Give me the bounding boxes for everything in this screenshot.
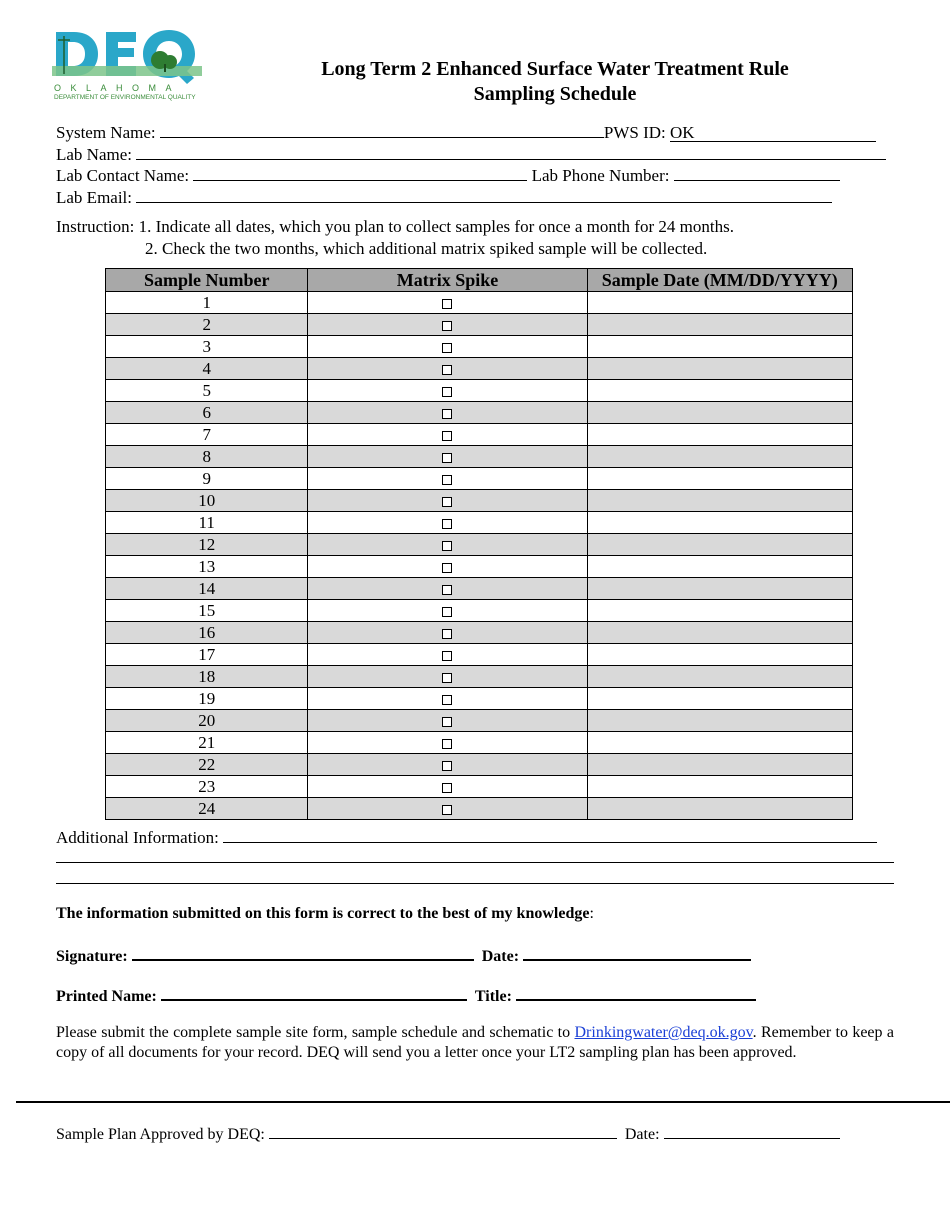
matrix-spike-checkbox[interactable] [442, 431, 452, 441]
lab-phone-field[interactable] [674, 163, 840, 181]
matrix-spike-checkbox[interactable] [442, 739, 452, 749]
sample-number-cell: 22 [106, 754, 308, 776]
matrix-spike-cell [308, 754, 587, 776]
certification-colon: : [589, 905, 594, 922]
table-row [106, 776, 853, 798]
title-field[interactable] [516, 982, 756, 1001]
matrix-spike-cell [308, 292, 587, 314]
matrix-spike-checkbox[interactable] [442, 563, 452, 573]
table-row [106, 490, 853, 512]
sample-number-cell: 19 [106, 688, 308, 710]
sample-number-cell: 2 [106, 314, 308, 336]
table-row [106, 424, 853, 446]
matrix-spike-checkbox[interactable] [442, 717, 452, 727]
matrix-spike-checkbox[interactable] [442, 299, 452, 309]
table-row [106, 688, 853, 710]
sample-number-cell: 18 [106, 666, 308, 688]
table-row [106, 556, 853, 578]
lab-name-field[interactable] [136, 142, 886, 160]
printed-name-field[interactable] [161, 982, 467, 1001]
approval-row [56, 1121, 840, 1143]
sample-date-cell[interactable] [587, 776, 852, 798]
matrix-spike-checkbox[interactable] [442, 695, 452, 705]
logo-state-text: OKLAHOMA [54, 83, 182, 93]
table-row [106, 314, 853, 336]
email-link[interactable]: Drinkingwater@deq.ok.gov [574, 1024, 753, 1041]
sample-number-cell: 4 [106, 358, 308, 380]
matrix-spike-checkbox[interactable] [442, 387, 452, 397]
sample-date-cell[interactable] [587, 688, 852, 710]
matrix-spike-cell [308, 424, 587, 446]
table-row [106, 600, 853, 622]
logo-department-text: DEPARTMENT OF ENVIRONMENTAL QUALITY [54, 94, 196, 101]
sample-number-cell: 3 [106, 336, 308, 358]
section-divider [16, 1101, 950, 1103]
approval-date-label: Date: [624, 1126, 660, 1143]
submission-instructions [56, 1023, 894, 1063]
system-name-label: System Name: [56, 123, 156, 142]
sample-date-cell[interactable] [587, 556, 852, 578]
sample-date-cell[interactable] [587, 512, 852, 534]
sample-date-cell[interactable] [587, 578, 852, 600]
signature-row [56, 942, 751, 964]
header-matrix-spike: Matrix Spike [308, 269, 587, 292]
table-row [106, 512, 853, 534]
approval-field[interactable] [269, 1121, 617, 1139]
table-row [106, 710, 853, 732]
matrix-spike-cell [308, 358, 587, 380]
table-row [106, 578, 853, 600]
system-name-row [56, 120, 876, 142]
additional-info-row [56, 825, 877, 847]
matrix-spike-cell [308, 600, 587, 622]
table-row [106, 754, 853, 776]
sample-date-cell[interactable] [587, 468, 852, 490]
additional-info-field-3[interactable] [56, 866, 894, 884]
sample-date-cell[interactable] [587, 644, 852, 666]
table-row [106, 358, 853, 380]
sample-date-cell[interactable] [587, 424, 852, 446]
sample-number-cell: 7 [106, 424, 308, 446]
lab-name-row [56, 142, 886, 164]
lab-contact-field[interactable] [193, 163, 527, 181]
sample-number-cell: 14 [106, 578, 308, 600]
sample-date-cell[interactable] [587, 754, 852, 776]
matrix-spike-cell [308, 490, 587, 512]
submission-text-before: Please submit the complete sample site form, sample schedule and schematic to [56, 1024, 575, 1041]
matrix-spike-cell [308, 534, 587, 556]
sample-date-cell[interactable] [587, 380, 852, 402]
sample-number-cell: 5 [106, 380, 308, 402]
deq-logo [52, 26, 202, 102]
header-sample-number: Sample Number [106, 269, 308, 292]
table-row [106, 622, 853, 644]
sample-number-cell: 24 [106, 798, 308, 820]
matrix-spike-cell [308, 578, 587, 600]
matrix-spike-checkbox[interactable] [442, 541, 452, 551]
table-row [106, 380, 853, 402]
sample-number-cell: 20 [106, 710, 308, 732]
certification-statement [56, 903, 594, 925]
table-row [106, 402, 853, 424]
matrix-spike-checkbox[interactable] [442, 761, 452, 771]
table-header-row [106, 269, 853, 292]
sample-date-cell[interactable] [587, 666, 852, 688]
matrix-spike-cell [308, 446, 587, 468]
table-body [106, 292, 853, 820]
signature-field[interactable] [132, 942, 474, 961]
sample-number-cell: 15 [106, 600, 308, 622]
matrix-spike-cell [308, 644, 587, 666]
sample-date-cell[interactable] [587, 402, 852, 424]
printed-name-label: Printed Name: [56, 988, 157, 1005]
sample-date-cell[interactable] [587, 358, 852, 380]
matrix-spike-checkbox[interactable] [442, 321, 452, 331]
approval-label: Sample Plan Approved by DEQ: [56, 1126, 265, 1143]
matrix-spike-checkbox[interactable] [442, 673, 452, 683]
table-row [106, 798, 853, 820]
matrix-spike-cell [308, 512, 587, 534]
sample-number-cell: 12 [106, 534, 308, 556]
matrix-spike-cell [308, 380, 587, 402]
sample-date-cell[interactable] [587, 534, 852, 556]
matrix-spike-checkbox[interactable] [442, 607, 452, 617]
sample-number-cell: 1 [106, 292, 308, 314]
system-name-field[interactable] [160, 120, 604, 138]
lab-email-label: Lab Email: [56, 188, 133, 207]
table-row [106, 534, 853, 556]
table-row [106, 644, 853, 666]
sample-date-cell[interactable] [587, 314, 852, 336]
sample-date-cell[interactable] [587, 798, 852, 820]
matrix-spike-checkbox[interactable] [442, 805, 452, 815]
additional-info-field[interactable] [223, 825, 877, 843]
table-row [106, 666, 853, 688]
lab-contact-label: Lab Contact Name: [56, 166, 190, 185]
sample-number-cell: 8 [106, 446, 308, 468]
table-row [106, 336, 853, 358]
table-row [106, 292, 853, 314]
matrix-spike-cell [308, 622, 587, 644]
lab-phone-label: Lab Phone Number: [531, 166, 670, 185]
table-row [106, 468, 853, 490]
sample-date-cell[interactable] [587, 292, 852, 314]
sampling-schedule-table [105, 268, 853, 820]
sample-date-cell[interactable] [587, 446, 852, 468]
matrix-spike-checkbox[interactable] [442, 629, 452, 639]
matrix-spike-checkbox[interactable] [442, 365, 452, 375]
signature-date-field[interactable] [523, 942, 751, 961]
pws-id-value: OK [670, 123, 695, 142]
header-sample-date: Sample Date (MM/DD/YYYY) [587, 269, 852, 292]
form-subtitle: Sampling Schedule [473, 83, 637, 105]
title-label: Title: [474, 988, 512, 1005]
matrix-spike-cell [308, 314, 587, 336]
sample-number-cell: 11 [106, 512, 308, 534]
lab-email-field[interactable] [136, 185, 832, 203]
additional-info-line-3 [56, 866, 894, 888]
sample-date-cell[interactable] [587, 490, 852, 512]
signature-date-label: Date: [481, 948, 520, 965]
sample-number-cell: 6 [106, 402, 308, 424]
matrix-spike-checkbox[interactable] [442, 409, 452, 419]
printed-name-row [56, 982, 756, 1004]
sample-number-cell: 21 [106, 732, 308, 754]
lab-name-label: Lab Name: [56, 145, 132, 164]
pws-id-field[interactable] [670, 124, 876, 142]
matrix-spike-checkbox[interactable] [442, 497, 452, 507]
sample-number-cell: 10 [106, 490, 308, 512]
lab-email-row [56, 185, 832, 207]
additional-info-line-2 [56, 845, 894, 867]
table-row [106, 732, 853, 754]
matrix-spike-checkbox[interactable] [442, 519, 452, 529]
submission-text-after: . Remember to keep a copy of all documents for your record. DEQ will send you a letter once your LT2 sampling plan has been approved. [56, 1024, 895, 1061]
sample-number-cell: 23 [106, 776, 308, 798]
pws-id-label: PWS ID: [603, 123, 666, 142]
matrix-spike-cell [308, 776, 587, 798]
sample-date-cell[interactable] [587, 600, 852, 622]
lab-contact-row [56, 163, 840, 185]
matrix-spike-cell [308, 732, 587, 754]
approval-date-field[interactable] [664, 1121, 840, 1139]
instruction-line-1: Instruction: 1. Indicate all dates, which you plan to collect samples for once a month for 24 months. [56, 217, 734, 236]
additional-info-label: Additional Information: [56, 828, 219, 847]
matrix-spike-checkbox[interactable] [442, 475, 452, 485]
sample-date-cell[interactable] [587, 732, 852, 754]
matrix-spike-checkbox[interactable] [442, 585, 452, 595]
matrix-spike-cell [308, 468, 587, 490]
sample-number-cell: 16 [106, 622, 308, 644]
table-row [106, 446, 853, 468]
matrix-spike-cell [308, 798, 587, 820]
matrix-spike-cell [308, 666, 587, 688]
form-title: Long Term 2 Enhanced Surface Water Treatment Rule [321, 58, 789, 80]
matrix-spike-cell [308, 710, 587, 732]
matrix-spike-checkbox[interactable] [442, 453, 452, 463]
instruction-line-2: 2. Check the two months, which additional matrix spiked sample will be collected. [145, 239, 708, 258]
matrix-spike-cell [308, 688, 587, 710]
sample-number-cell: 9 [106, 468, 308, 490]
matrix-spike-cell [308, 336, 587, 358]
additional-info-field-2[interactable] [56, 845, 894, 863]
certification-text: The information submitted on this form is correct to the best of my knowledge [56, 905, 590, 922]
matrix-spike-checkbox[interactable] [442, 651, 452, 661]
matrix-spike-checkbox[interactable] [442, 343, 452, 353]
matrix-spike-checkbox[interactable] [442, 783, 452, 793]
matrix-spike-cell [308, 556, 587, 578]
matrix-spike-cell [308, 402, 587, 424]
signature-label: Signature: [56, 948, 128, 965]
sample-number-cell: 17 [106, 644, 308, 666]
deq-logo-graphic [52, 26, 202, 86]
sample-number-cell: 13 [106, 556, 308, 578]
sample-date-cell[interactable] [587, 710, 852, 732]
sample-date-cell[interactable] [587, 336, 852, 358]
sample-date-cell[interactable] [587, 622, 852, 644]
